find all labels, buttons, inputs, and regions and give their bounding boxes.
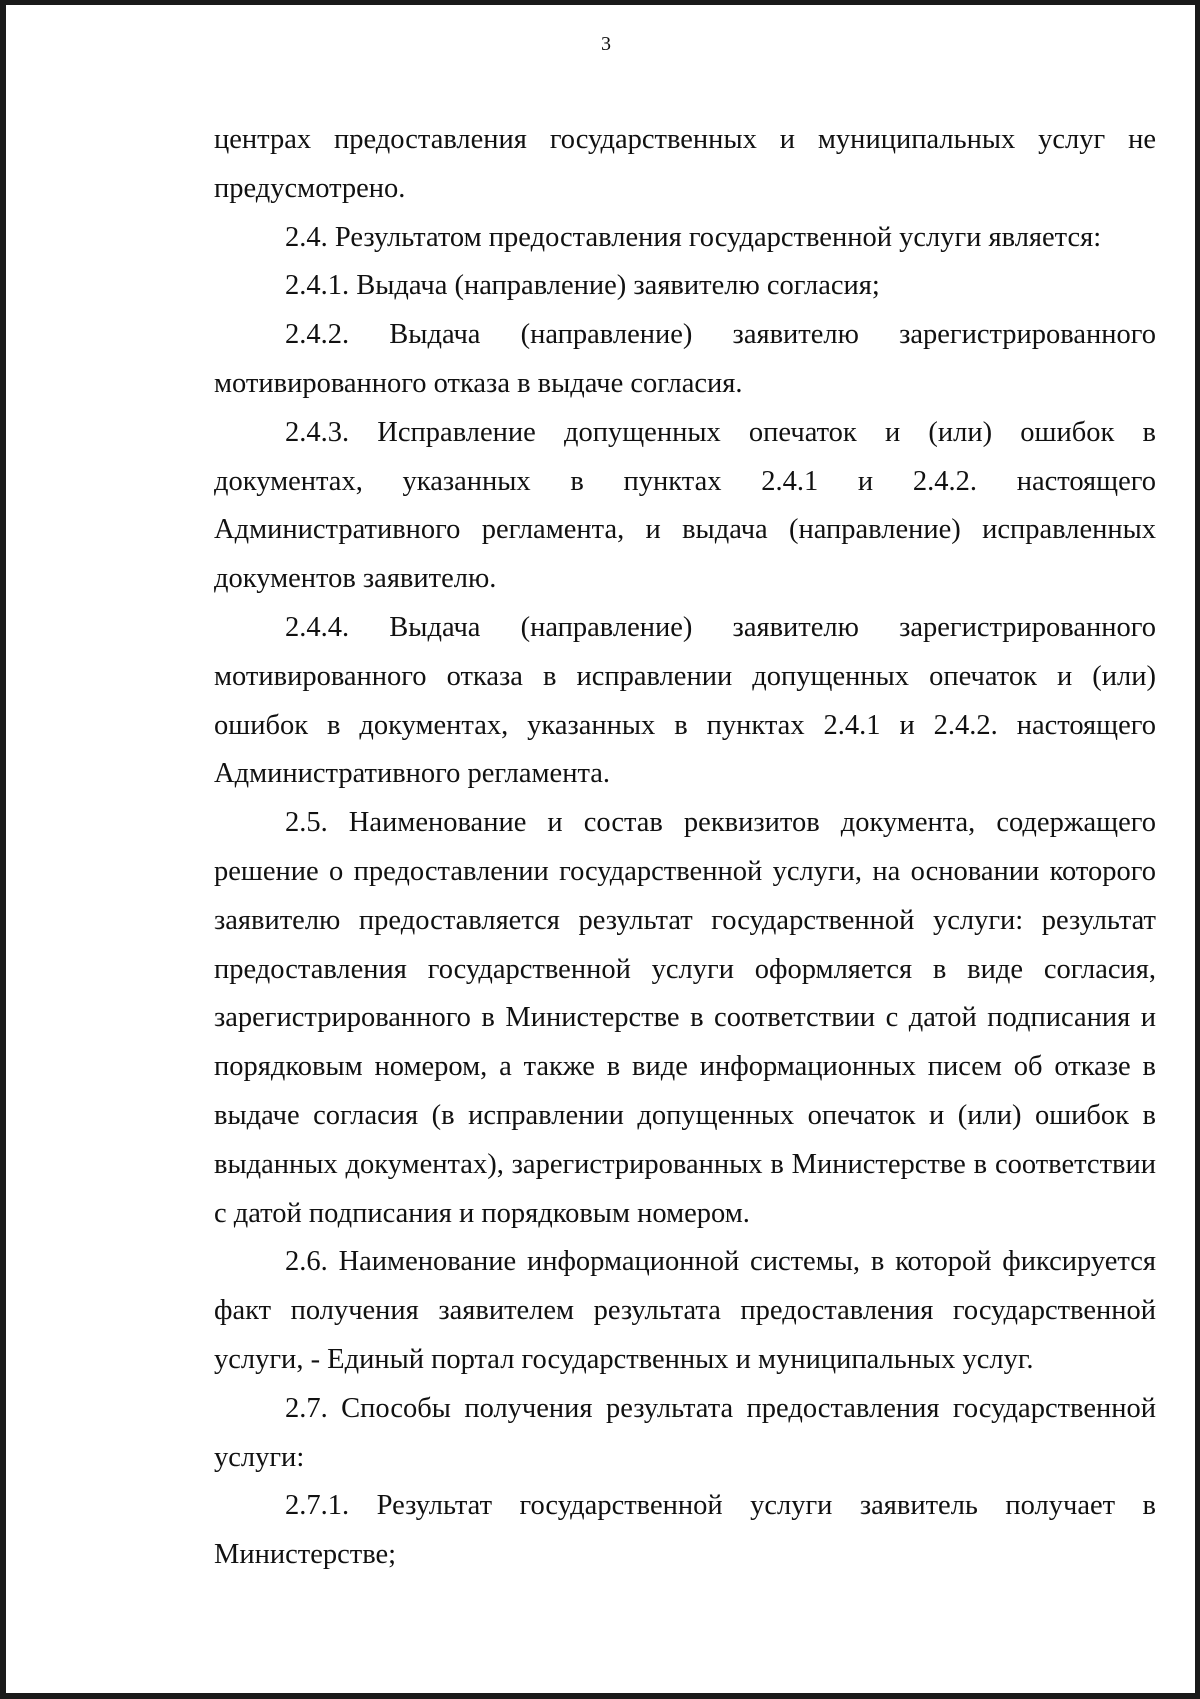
paragraph-2-7-1: 2.7.1. Результат государственной услуги заявитель получает в Министерстве; [214, 1490, 1156, 1571]
paragraph-2-4-2: 2.4.2. Выдача (направление) заявителю зарегистрированного мотивированного отказа в выдаче согласия. [214, 319, 1156, 399]
document-body [214, 116, 1156, 1580]
page-number: 3 [601, 33, 611, 55]
paragraph-2-4-1: 2.4.1. Выдача (направление) заявителю согласия; [285, 270, 880, 302]
paragraph-2-4: 2.4. Результатом предоставления государственной услуги является: [285, 221, 1102, 253]
paragraph-2-6: 2.6. Наименование информационной системы, в которой фиксируется факт получения заявителем результата предоставления государственной услуги, - Единый портал государственных и муниципальных услуг. [214, 1246, 1156, 1375]
paragraph-2-7: 2.7. Способы получения результата предоставления государственной услуги: [214, 1392, 1156, 1473]
paragraph-2-4-4: 2.4.4. Выдача (направление) заявителю зарегистрированного мотивированного отказа в исправлении допущенных опечаток и (или) ошибок в документах, указанных в пунктах 2.4.1 и 2.4.2. настоящего Административного регламента. [214, 611, 1156, 790]
paragraph-2-5: 2.5. Наименование и состав реквизитов документа, содержащего решение о предоставлении государственной услуги, на основании которого заявителю предоставляется результат государственной услуги: результат предоставления государственной услуги оформляется в виде согласия, зарегистрированного в Министерстве в соответствии с датой подписания и порядковым номером, а также в виде информационных писем об отказе в выдаче согласия (в исправлении допущенных опечаток и (или) ошибок в выданных документах), зарегистрированных в Министерстве в соответствии с датой подписания и порядковым номером. [214, 807, 1156, 1229]
paragraph-2-4-3: 2.4.3. Исправление допущенных опечаток и (или) ошибок в документах, указанных в пунктах 2.4.1 и 2.4.2. настоящего Административного регламента, и выдача (направление) исправленных документов заявителю. [214, 416, 1156, 595]
paragraph-continuation: центрах предоставления государственных и муниципальных услуг не предусмотрено. [214, 124, 1156, 204]
